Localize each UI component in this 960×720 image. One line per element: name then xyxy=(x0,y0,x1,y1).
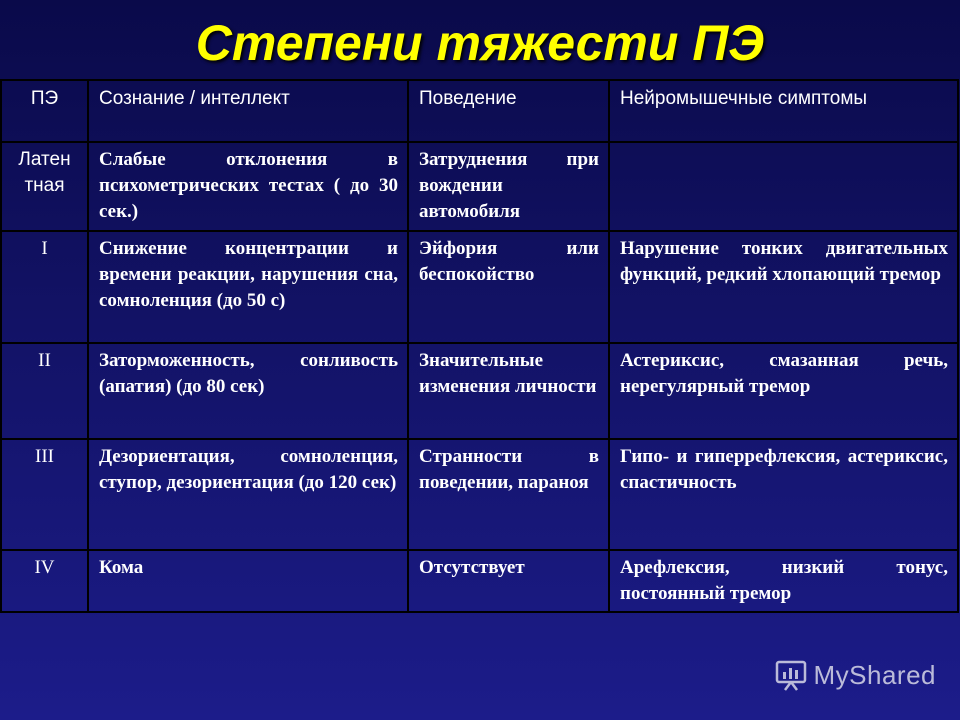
row-neuromuscular: Нарушение тонких двигательных функций, редкий хлопающий тремор xyxy=(609,231,958,343)
row-neuromuscular xyxy=(609,142,958,231)
row-consciousness: Снижение концентрации и времени реакции, нарушения сна, сомноленция (до 50 с) xyxy=(88,231,408,343)
row-consciousness: Кома xyxy=(88,550,408,612)
table-header-row xyxy=(1,80,958,142)
header-behavior: Поведение xyxy=(408,80,609,142)
row-consciousness: Заторможенность, сонливость (апатия) (до 80 сек) xyxy=(88,343,408,439)
header-neuromuscular: Нейромышечные симптомы xyxy=(609,80,958,142)
row-consciousness: Дезориентация, сомноленция, ступор, дезориентация (до 120 сек) xyxy=(88,439,408,550)
slide-title: Степени тяжести ПЭ xyxy=(195,15,765,71)
row-neuromuscular: Арефлексия, низкий тонус, постоянный тремор xyxy=(609,550,958,612)
table-row xyxy=(1,343,958,439)
header-pe: ПЭ xyxy=(1,80,88,142)
row-neuromuscular: Астериксис, смазанная речь, нерегулярный тремор xyxy=(609,343,958,439)
row-behavior: Странности в поведении, параноя xyxy=(408,439,609,550)
row-level: IV xyxy=(1,550,88,612)
table-row xyxy=(1,231,958,343)
row-level: III xyxy=(1,439,88,550)
severity-table xyxy=(0,79,959,613)
table-row xyxy=(1,142,958,231)
row-behavior: Значительные изменения личности xyxy=(408,343,609,439)
watermark-text: MyShared xyxy=(813,659,936,690)
row-neuromuscular: Гипо- и гиперрефлексия, астериксис, спастичность xyxy=(609,439,958,550)
row-level: Латен тная xyxy=(1,142,88,231)
row-behavior: Отсутствует xyxy=(408,550,609,612)
watermark-logo xyxy=(774,658,937,692)
header-consciousness: Сознание / интеллект xyxy=(88,80,408,142)
row-behavior: Затруднения при вождении автомобиля xyxy=(408,142,609,231)
presentation-board-icon xyxy=(774,658,808,692)
row-level: II xyxy=(1,343,88,439)
table-row xyxy=(1,550,958,612)
table-row xyxy=(1,439,958,550)
row-behavior: Эйфория или беспокойство xyxy=(408,231,609,343)
row-consciousness: Слабые отклонения в психометрических тестах ( до 30 сек.) xyxy=(88,142,408,231)
row-level: I xyxy=(1,231,88,343)
